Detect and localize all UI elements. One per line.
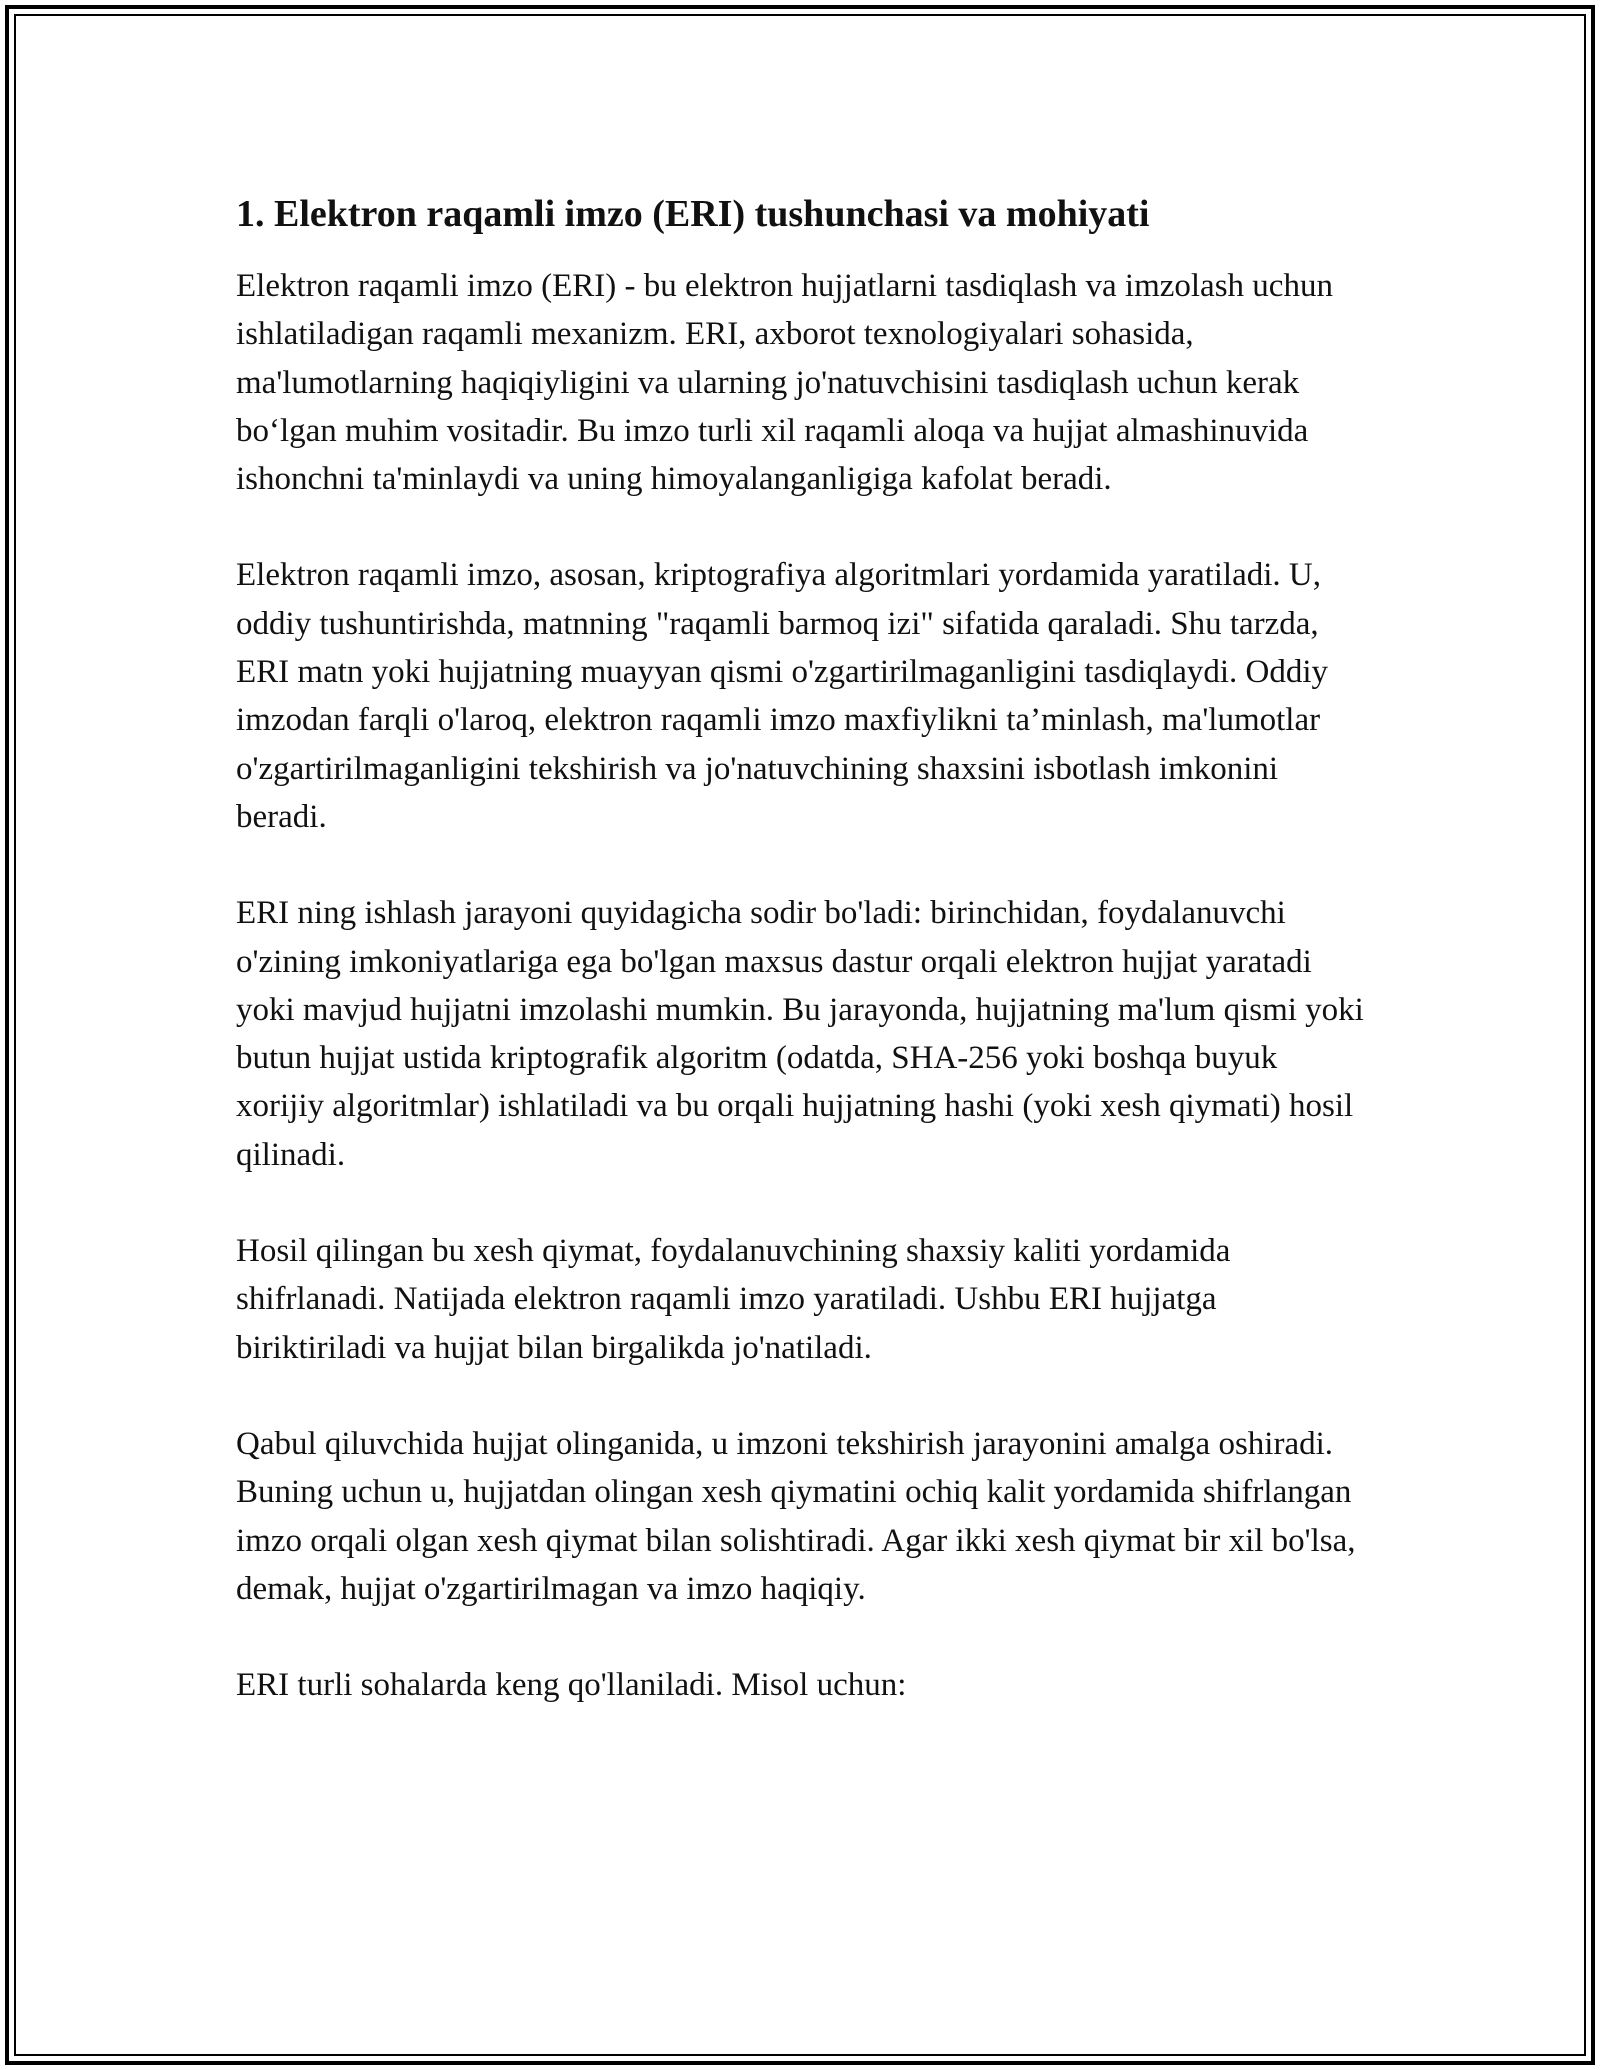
document-body xyxy=(236,186,1366,1757)
paragraph-definition: Elektron raqamli imzo (ERI) - bu elektron hujjatlarni tasdiqlash va imzolash uchun ishlatiladigan raqamli mexanizm. ERI, axborot texnologiyalari sohasida, ma'lumotlarning haqiqiyligini va ularning jo'natuvchisini tasdiqlash uchun kerak bo‘lgan muhim vositadir. Bu imzo turli xil raqamli aloqa va hujjat almashinuvida ishonchni ta'minlaydi va uning himoyalanganligiga kafolat beradi. xyxy=(236,268,1333,498)
paragraph-hash-encryption: Hosil qilingan bu xesh qiymat, foydalanuvchining shaxsiy kaliti yordamida shifrlanadi. Natijada elektron raqamli imzo yaratiladi. Ushbu ERI hujjatga biriktiriladi va hujjat bilan birgalikda jo'natiladi. xyxy=(236,1233,1231,1366)
paragraph-usage: ERI turli sohalarda keng qo'llaniladi. Misol uchun: xyxy=(236,1667,907,1704)
paragraph-cryptography: Elektron raqamli imzo, asosan, kriptografiya algoritmlari yordamida yaratiladi. U, oddiy tushuntirishda, matnning "raqamli barmoq izi" sifatida qaraladi. Shu tarzda, ERI matn yoki hujjatning muayyan qismi o'zgartirilmaganligini tasdiqlaydi. Oddiy imzodan farqli o'laroq, elektron raqamli imzo maxfiylikni ta’minlash, ma'lumotlar o'zgartirilmaganligini tekshirish va jo'natuvchining shaxsini isbotlash imkonini beradi. xyxy=(236,557,1329,835)
paragraph-process: ERI ning ishlash jarayoni quyidagicha sodir bo'ladi: birinchidan, foydalanuvchi o'zining imkoniyatlariga ega bo'lgan maxsus dastur orqali elektron hujjat yaratadi yoki mavjud hujjatni imzolashi mumkin. Bu jarayonda, hujjatning ma'lum qismi yoki butun hujjat ustida kriptografik algoritm (odatda, SHA-256 yoki boshqa buyuk xorijiy algoritmlar) ishlatiladi va bu orqali hujjatning hashi (yoki xesh qiymati) hosil qilinadi. xyxy=(236,895,1364,1173)
section-heading: 1. Elektron raqamli imzo (ERI) tushunchasi va mohiyati xyxy=(236,193,1150,235)
paragraph-verification: Qabul qiluvchida hujjat olinganida, u imzoni tekshirish jarayonini amalga oshiradi. Buning uchun u, hujjatdan olingan xesh qiymatini ochiq kalit yordamida shifrlangan imzo orqali olgan xesh qiymat bilan solishtiradi. Agar ikki xesh qiymat bir xil bo'lsa, demak, hujjat o'zgartirilmagan va imzo haqiqiy. xyxy=(236,1425,1356,1607)
